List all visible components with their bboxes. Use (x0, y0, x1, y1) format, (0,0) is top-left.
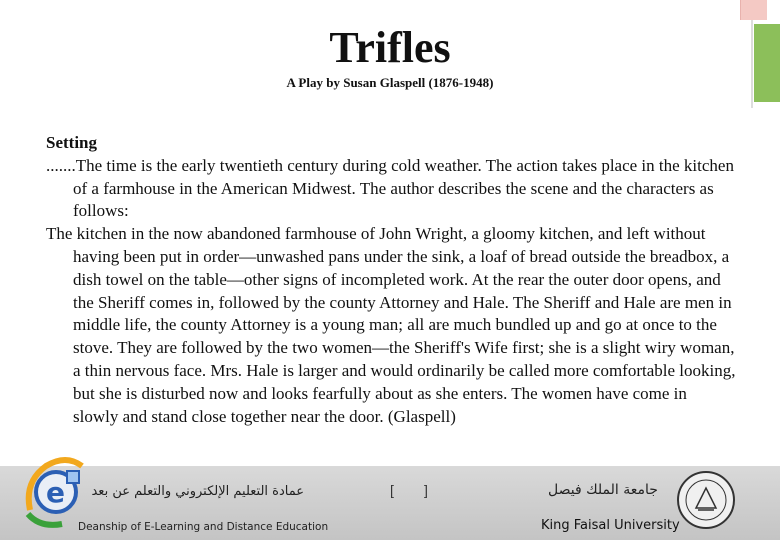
paragraph-kitchen: The kitchen in the now abandoned farmhouse of John Wright, a gloomy kitchen, and left without having been put in order—unwashed pans under the sink, a loaf of bread outside the breadbox, a dish towel on the table—other signs of incompleted work. At the rear the outer door opens, and the Sheriff comes in, followed by the county Attorney and Hale. The Sheriff and Hale are men in middle life, the county Attorney is a young man; all are much bundled up and go at once to the stove. They are followed by the two women—the Sheriff's Wife first; she is a slight wiry woman, a thin nervous face. Mrs. Hale is larger and would ordinarily be called more comfortable looking, but she is disturbed now and looks fearfully about as she enters. The women have come in slowly and stand close together near the door. (Glaspell) (46, 224, 736, 426)
setting-heading: Setting (46, 133, 97, 152)
slide-subtitle: A Play by Susan Glaspell (1876-1948) (286, 75, 494, 90)
footer-bar (0, 466, 780, 540)
e-learning-logo-icon (22, 452, 94, 532)
page-bracket-open: [ (390, 482, 394, 498)
slide-title: Trifles (329, 23, 451, 72)
paragraph-intro: .......The time is the early twentieth century during cold weather. The action takes place in the kitchen of a farmhouse in the American Midwest. The author describes the scene and the characters as follows: (46, 155, 734, 221)
university-english: King Faisal University (541, 518, 680, 533)
deanship-arabic: عمادة التعليم الإلكتروني والتعلم عن بعد (91, 484, 304, 499)
page-bracket-close: ] (424, 482, 428, 498)
university-arabic: جامعة الملك فيصل (548, 482, 658, 498)
body-text (46, 132, 736, 428)
svg-text:e: e (46, 476, 65, 509)
deanship-english: Deanship of E-Learning and Distance Education (78, 521, 329, 533)
decor-bar-pink (740, 0, 767, 20)
university-seal-icon (676, 470, 736, 530)
